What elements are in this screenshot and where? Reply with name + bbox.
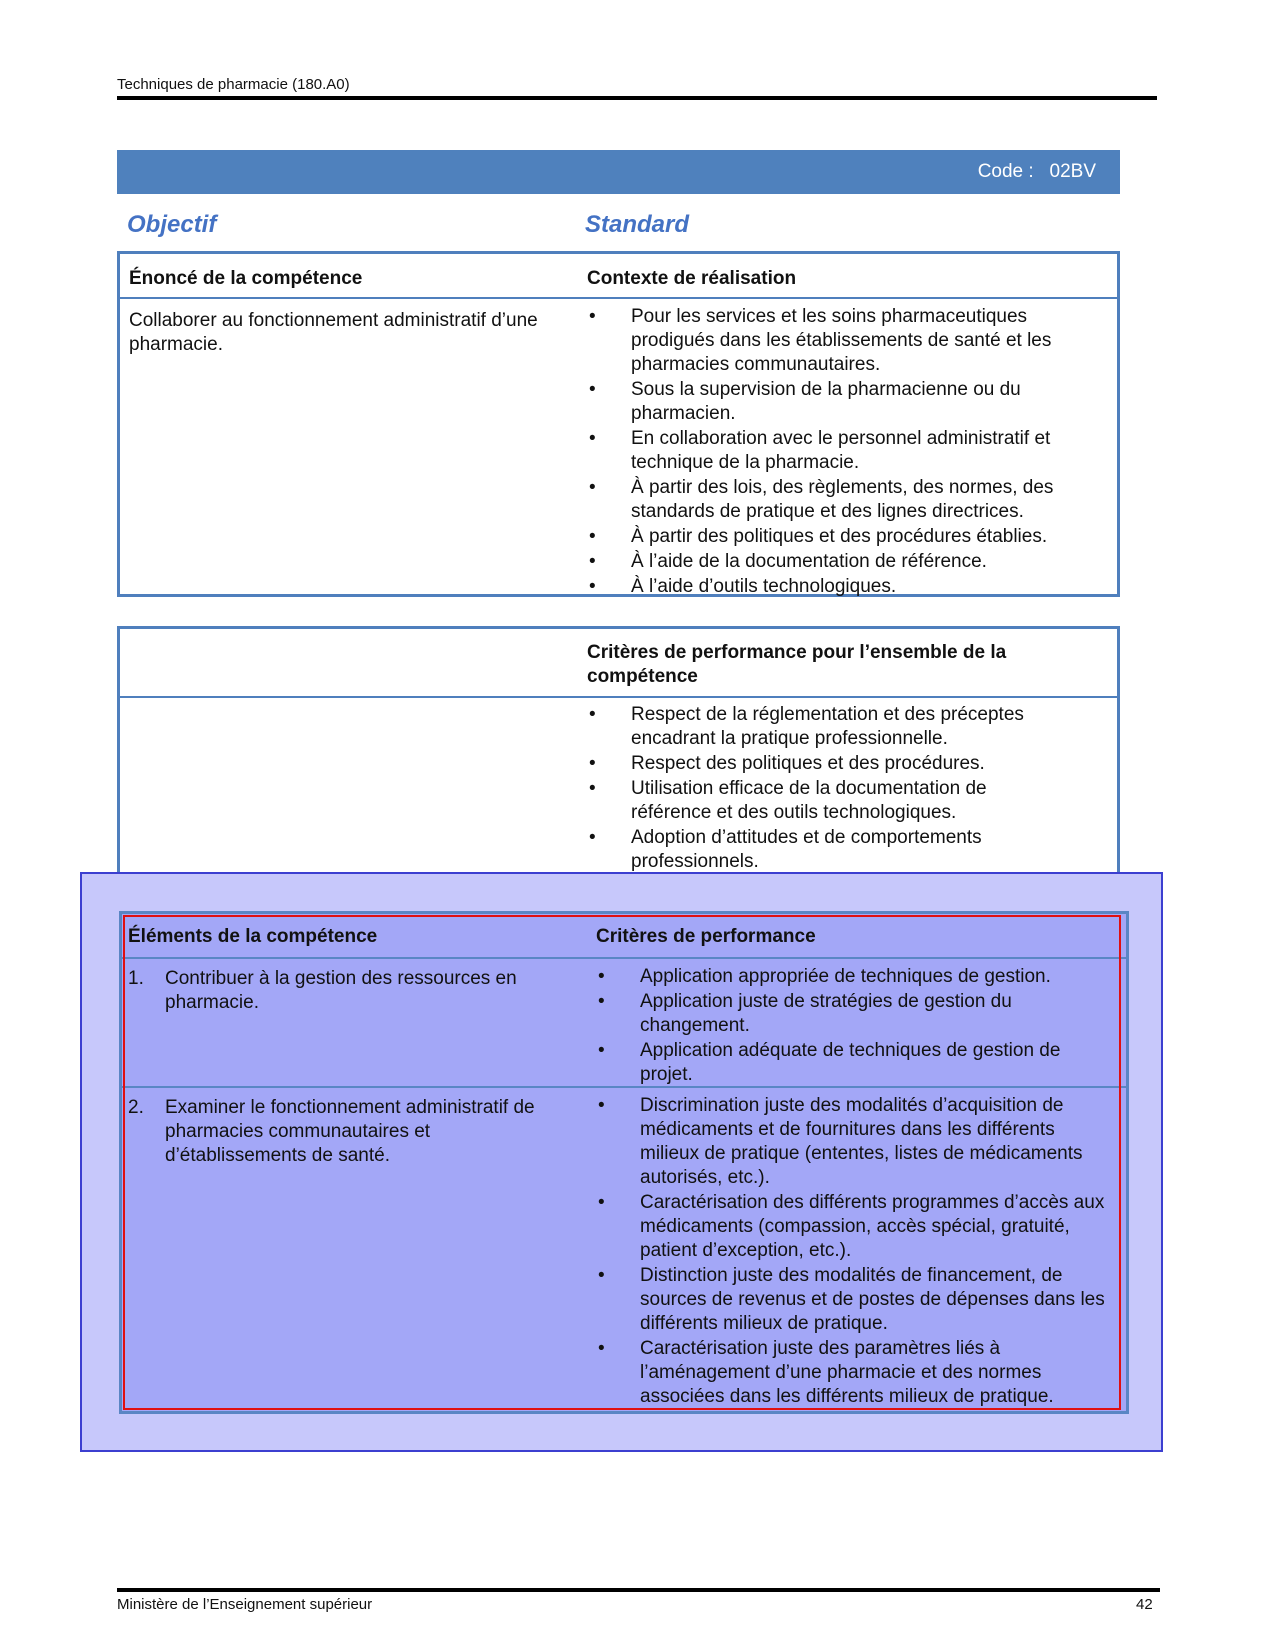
list-item: • En collaboration avec le personnel administratif et technique de la pharmacie. <box>589 428 1051 473</box>
list-item: • Application juste de stratégies de gestion du changement. <box>598 991 1012 1036</box>
list-item: • Respect des politiques et des procédures. <box>589 753 985 774</box>
element-number: 2. <box>128 1097 144 1118</box>
standard-heading: Standard <box>585 211 690 238</box>
overall-criteria-header: Critères de performance pour l’ensemble de la compétence <box>587 642 1007 687</box>
objective-heading: Objectif <box>127 211 217 238</box>
list-item: • À l’aide de la documentation de référence. <box>589 551 987 572</box>
table-divider <box>120 696 1117 698</box>
element-text: Examiner le fonctionnement administratif de pharmacies communautaires et d’établissements de santé. <box>165 1097 535 1166</box>
list-item: • Distinction juste des modalités de financement, de sources de revenus et de postes de dépenses dans les différents milieux de pratique. <box>598 1265 1105 1334</box>
list-item: • Caractérisation juste des paramètres liés à l’aménagement d’une pharmacie et des normes associées dans les différents milieux de pratique. <box>598 1338 1054 1407</box>
statement-header: Énoncé de la compétence <box>129 268 363 289</box>
elements-header: Éléments de la compétence <box>128 926 378 947</box>
list-item: • Discrimination juste des modalités d’acquisition de médicaments et de fournitures dans les différents milieux de pratique (ententes, listes de médicaments autorisés, etc.). <box>598 1095 1083 1188</box>
footer-rule <box>117 1588 1160 1592</box>
document-header: Techniques de pharmacie (180.A0) <box>117 76 350 93</box>
list-item: • Sous la supervision de la pharmacienne ou du pharmacien. <box>589 379 1021 424</box>
list-item: • À partir des lois, des règlements, des normes, des standards de pratique et des lignes directrices. <box>589 477 1054 522</box>
element-text: Contribuer à la gestion des ressources en pharmacie. <box>165 968 517 1013</box>
selection-highlight <box>123 915 1121 1410</box>
statement-context-table <box>117 251 1120 597</box>
context-list <box>587 305 1087 600</box>
list-item: • Adoption d’attitudes et de comportements professionnels. <box>589 827 982 872</box>
list-item: • À l’aide d’outils technologiques. <box>589 576 897 597</box>
competency-code: Code : 02BV <box>977 161 1096 182</box>
overall-criteria-list <box>587 703 1057 875</box>
list-item: • À partir des politiques et des procédures établies. <box>589 526 1048 547</box>
list-item: • Application appropriée de techniques de gestion. <box>598 966 1051 987</box>
element-number: 1. <box>128 968 144 989</box>
footer-ministry: Ministère de l’Enseignement supérieur <box>117 1596 373 1613</box>
table-divider <box>120 297 1117 299</box>
list-item: • Respect de la réglementation et des préceptes encadrant la pratique professionnelle. <box>589 704 1024 749</box>
page-number: 42 <box>1136 1596 1153 1613</box>
header-rule <box>117 96 1157 100</box>
performance-header: Critères de performance <box>596 926 816 947</box>
list-item: • Pour les services et les soins pharmaceutiques prodigués dans les établissements de santé et les pharmacies communautaires. <box>589 306 1052 375</box>
list-item: • Utilisation efficace de la documentation de référence et des outils technologiques. <box>589 778 987 823</box>
context-header: Contexte de réalisation <box>587 268 797 289</box>
competency-statement: Collaborer au fonctionnement administratif d’une pharmacie. <box>129 310 538 355</box>
list-item: • Application adéquate de techniques de gestion de projet. <box>598 1040 1061 1085</box>
list-item: • Caractérisation des différents programmes d’accès aux médicaments (compassion, accès spécial, gratuité, patient d’exception, etc.). <box>598 1192 1105 1261</box>
code-bar <box>117 150 1120 194</box>
overall-criteria-table <box>117 626 1120 876</box>
